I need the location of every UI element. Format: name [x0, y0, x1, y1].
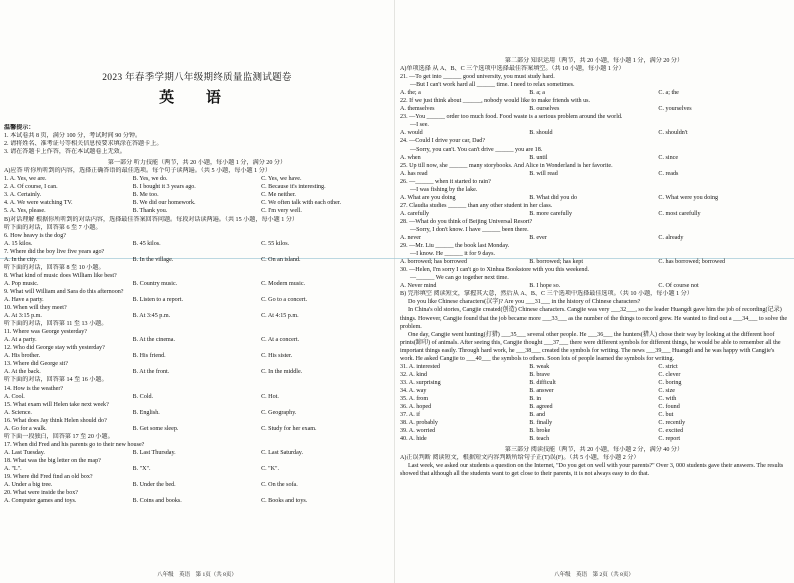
option: C. since [658, 154, 679, 161]
option: 39. A. worried [400, 428, 436, 435]
option-row [4, 199, 390, 207]
question-line: 27. Claudia studies ______ than any other student in her class. [400, 202, 553, 209]
option: B. ourselves [529, 106, 560, 113]
question-line: 22. If we just think about ______, nobody would like to make friends with us. [400, 98, 591, 105]
option: B. Cold. [132, 393, 154, 400]
option: C. already [658, 235, 684, 242]
option: C. recently [658, 420, 686, 427]
question-line: 14. How is the weather? [4, 385, 64, 392]
question-line: 10. When will they meet? [4, 305, 67, 312]
option: C. Last Saturday. [261, 449, 303, 456]
option: C. Of course not [658, 283, 699, 290]
option: B. teach [529, 436, 550, 443]
option: B. until [529, 154, 548, 161]
option: A. Science. [4, 409, 32, 416]
option: C. Go to a concert. [261, 296, 308, 303]
option: C. His sister. [261, 353, 293, 360]
option-row [4, 183, 390, 191]
question-line: —I know. He ______ it for 9 days. [410, 251, 496, 258]
option: C. We often talk with each other. [261, 200, 342, 207]
question-line: —Sorry, I don't know. I have ______ been there. [410, 226, 529, 233]
section-a-heading: A)应答 听你所听到的内容，选择正确答语的最佳选项。每个句子读两遍。（共 5 小题，每小题 1 分） [4, 168, 271, 175]
option: B. I bought it 3 years ago. [132, 184, 196, 191]
option-row [400, 105, 788, 113]
option-row [400, 395, 788, 403]
option-row [400, 427, 788, 435]
question-line: 11. Where was George yesterday? [4, 329, 87, 336]
cloze-heading: B) 完形填空 阅读短文，掌握其大意，然后从 A、B、C 三个选项中选择最佳选项。（共 10 小题，每小题 1 分） [400, 291, 693, 298]
option: 33. A. surprising [400, 379, 441, 386]
option: A. Go for a walk. [4, 425, 47, 432]
option: C. boring [658, 379, 682, 386]
option: A. "L". [4, 465, 22, 472]
reading-paragraph: Last week, we asked our students a question on the Internet, "Do you get on well with your parents?" Over 3, 000 students gave their answers. The results showed that although all the students want to get close to their parents, it is not always easy to do that. [400, 463, 784, 478]
option: B. Under the bed. [132, 482, 176, 489]
question-line: 17. When did Fred and his parents go to their new house? [4, 441, 145, 448]
question-line: —But I can't work hard all ______ time. I need to relax sometimes. [410, 82, 575, 89]
option: B. brave [529, 371, 550, 378]
part3-heading: 第三部分 阅读技能（两节，共 20 小题，每小题 2 分，满分 40 分） [504, 447, 684, 454]
option: A. Under a big tree. [4, 482, 53, 489]
option: A. In the city. [4, 256, 38, 263]
option: A. borrowed; has borrowed [400, 259, 468, 266]
option-row [400, 210, 788, 218]
part1-heading: 第一部分 听力技能（两节，共 20 小题，每小题 1 分，满分 20 分） [107, 160, 287, 167]
section-b-heading: B)对话理解 根据你所听到的对话内容，选择最佳答案回答问题。每段对话读两遍。（共 15 小题，每小题 1 分） [4, 216, 299, 223]
option-row [4, 481, 390, 489]
option: B. I hope so. [529, 283, 561, 290]
true-false-heading: A)正误判断 阅读短文，根据短文内容判断所给句子正(T)误(F)。（共 5 小题，每小题 2 分） [400, 455, 640, 462]
option-row [400, 363, 788, 371]
question-line: 19. Where did Fred find an old box? [4, 474, 93, 481]
option-row [400, 411, 788, 419]
question-line: 13. Where did George sit? [4, 361, 68, 368]
option: 36. A. hoped [400, 404, 432, 411]
option: B. What did you do [529, 194, 577, 201]
option: B. will read [529, 170, 558, 177]
option: A. What are you doing [400, 194, 456, 201]
option: A. Pop music. [4, 280, 39, 287]
option: B. borrowed; has kept [529, 259, 584, 266]
option: 1. A. Yes, we are. [4, 176, 47, 183]
question-line: 24. —Could I drive your car, Dad? [400, 138, 486, 145]
option: B. 45 kilos. [132, 240, 161, 247]
option: B. We did our homework. [132, 200, 196, 207]
option: C. At a concert. [261, 337, 300, 344]
option: 40. A. hide [400, 436, 427, 443]
option: 35. A. from [400, 395, 429, 402]
option: C. Hot. [261, 393, 279, 400]
option: B. and [529, 412, 546, 419]
cloze-options [400, 363, 788, 443]
page-fold [394, 0, 395, 583]
option: 31. A. interested [400, 363, 440, 370]
option: B. in [529, 395, 542, 402]
option: A. the; a [400, 90, 421, 97]
option: A. Computer games and toys. [4, 498, 77, 505]
single-choice-heading: A)单项选择 从 A、B、C 三个选项中选择最佳答案填空。（共 10 小题，每小题 1 分） [400, 66, 625, 73]
option-row [4, 191, 390, 199]
option: C. Geography. [261, 409, 297, 416]
option: 3. A. Certainly. [4, 192, 42, 199]
option: B. broke [529, 428, 551, 435]
option-row [400, 258, 788, 266]
option: C. size [658, 387, 675, 394]
option: B. ever [529, 235, 547, 242]
left-page [4, 0, 390, 583]
option-row [4, 409, 390, 417]
option: 34. A. way [400, 387, 427, 394]
question-line: 听下面的对话，回答第 11 至 13 小题。 [4, 321, 108, 328]
question-line: 听下面一段独白，回答第 17 至 20 小题。 [4, 433, 114, 440]
option: C. Yes, we have. [261, 176, 302, 183]
option: 37. A. if [400, 412, 420, 419]
option: C. a; the [658, 90, 679, 97]
notice-line: 1. 本试卷共 8 页，满分 100 分，考试时间 90 分钟。 [4, 133, 142, 140]
option: B. English. [132, 409, 160, 416]
cloze-paragraph: Do you like Chinese characters(汉字)? Are you ___31___ in the history of Chinese characters? [408, 299, 641, 306]
question-line: 29. —Mr. Liu ______ the book last Monday. [400, 243, 510, 250]
questions-b [4, 232, 390, 506]
option: B. answer [529, 387, 554, 394]
option: A. carefully [400, 210, 430, 217]
option: B. "X". [132, 465, 151, 472]
option: B. Get some sleep. [132, 425, 179, 432]
option: B. weak [529, 363, 550, 370]
option-row [4, 207, 390, 215]
option: A. would [400, 130, 423, 137]
cloze-paragraph: In China's old stories, Cangjie created(创造) Chinese characters. Cangjie was very ___32___, so the leader Huangdi gave him the job of recording(记录) things. However, Cangjie found that the job became more ___33___ as the number of the things to record grew. He wanted to find out a ___34___ to solve the problem. [400, 307, 788, 330]
question-line: 18. What was the big letter on the map? [4, 457, 101, 464]
question-line: 15. What exam will Helen take next week? [4, 401, 109, 408]
option: B. Country music. [132, 280, 178, 287]
option: B. Thank you. [132, 208, 168, 215]
option-row [4, 393, 390, 401]
option: B. Me too. [132, 192, 159, 199]
option: C. "K". [261, 465, 280, 472]
option: C. 55 kilos. [261, 240, 290, 247]
option: A. never [400, 235, 421, 242]
option: B. Coins and books. [132, 498, 182, 505]
option: B. Listen to a report. [132, 296, 183, 303]
question-line: 6. How heavy is the dog? [4, 232, 66, 239]
question-line: —I was fishing by the lake. [410, 186, 478, 193]
option-row [4, 425, 390, 433]
notice-line: 3. 请在答题卡上作答，答在本试题卷上无效。 [4, 149, 126, 156]
option: C. clever [658, 371, 681, 378]
exam-title: 2023 年春季学期八年级期终质量监测试题卷 [102, 73, 292, 83]
option-row [4, 465, 390, 473]
questions-a [4, 175, 390, 215]
option: A. At 3:15 p.m. [4, 313, 42, 320]
option: C. most carefully [658, 210, 701, 217]
option: B. agreed [529, 404, 553, 411]
question-line: 9. What will William and Sara do this afternoon? [4, 288, 124, 295]
question-line: 28. —What do you think of Beijing Universal Resort? [400, 218, 533, 225]
option: 32. A. kind [400, 371, 428, 378]
right-page [400, 0, 788, 583]
option-row [4, 175, 390, 183]
option: A. Never mind [400, 283, 437, 290]
question-line: 16. What does Jay think Helen should do? [4, 417, 107, 424]
question-line: 25. Up till now, she ______ many storybooks. And Alice in Wonderland is her favorite. [400, 162, 613, 169]
option-row [400, 170, 788, 178]
option-row [400, 89, 788, 97]
option: C. reads [658, 170, 679, 177]
option: A. Last Tuesday. [4, 449, 45, 456]
question-line: 30. —Helen, I'm sorry I can't go to Xinhua Bookstore with you this weekend. [400, 267, 590, 274]
question-line: 听下面的对话，回答第 8 至 10 小题。 [4, 264, 105, 271]
option-row [400, 282, 788, 290]
option: C. I'm very well. [261, 208, 302, 215]
option: C. Me neither. [261, 192, 296, 199]
option: C. strict [658, 363, 678, 370]
option-row [4, 449, 390, 457]
question-line: 21. —To get into ______ good university, you must study hard. [400, 74, 555, 81]
option: C. In the middle. [261, 369, 303, 376]
notice-line: 2. 请将姓名、准考证号等相关信息按要求填涂在答题卡上。 [4, 141, 163, 148]
option: C. shouldn't [658, 130, 688, 137]
question-line: 12. Who did George stay with yesterday? [4, 345, 105, 352]
option: A. At a party. [4, 337, 37, 344]
option: B. a; a [529, 90, 545, 97]
option: 38. A. probably [400, 420, 438, 427]
option: C. On the sofa. [261, 482, 298, 489]
option-row [400, 194, 788, 202]
notice-heading: 温馨提示： [4, 125, 35, 131]
option: C. excited [658, 428, 684, 435]
option: A. 15 kilos. [4, 240, 33, 247]
question-line: 7. Where did the boy live five years ago? [4, 248, 105, 255]
subject-title: 英 语 [159, 90, 235, 106]
question-line: 听下面的对话，回答第 14 至 16 小题。 [4, 377, 108, 384]
option: B. more carefully [529, 210, 573, 217]
option: B. His friend. [132, 353, 166, 360]
option: A. has read [400, 170, 428, 177]
option: C. At 4:15 p.m. [261, 313, 299, 320]
question-line: 23. —You ______ order too much food. Food waste is a serious problem around the world. [400, 114, 623, 121]
option: C. Modern music. [261, 280, 306, 287]
option: C. On an island. [261, 256, 301, 263]
section-b-instruction: 听下面的对话，回答第 6 至 7 小题。 [4, 224, 102, 231]
option: A. when [400, 154, 421, 161]
option: A. themselves [400, 106, 435, 113]
option: A. Cool. [4, 393, 25, 400]
option: B. finally [529, 420, 553, 427]
option: C. but [658, 412, 674, 419]
option: 5. A. Yes, please. [4, 208, 46, 215]
option-row [4, 296, 390, 304]
option: A. Have a party. [4, 296, 44, 303]
question-line: —Sorry, you can't. You can't drive ______ you are 18. [410, 146, 543, 153]
option: C. Study for her exam. [261, 425, 317, 432]
option: C. Books and toys. [261, 498, 308, 505]
option-row [400, 387, 788, 395]
option-row [4, 368, 390, 376]
option: B. difficult [529, 379, 556, 386]
option: A. At the back. [4, 369, 41, 376]
option-row [4, 256, 390, 264]
option-row [4, 352, 390, 360]
option-row [400, 371, 788, 379]
option-row [400, 379, 788, 387]
question-line: —______ We can go together next time. [410, 275, 509, 282]
cloze-paragraph: One day, Cangjie went hunting(打猎) ___35___ several other people. He ___36___ the hunters(猎人) chose their way by looking at the different hoof prints(蹄印) of animals. After seeing this, Cangjie thought ___37___ there were different symbols for different things, he would be able to remember all the important things easily. Through hard work, he ___38___ created the symbols for writing. The news ___39___ Huangdi and he was happy with Cangjie's work. He asked Cangjie to ___40___ the symbols to others. Soon lots of people learned the symbols for writing. [400, 331, 781, 362]
single-choice-questions [400, 73, 788, 290]
option-row [4, 336, 390, 344]
option: C. with [658, 395, 677, 402]
option: C. Because it's interesting. [261, 184, 326, 191]
option: B. Last Thursday. [132, 449, 176, 456]
question-line: 26. —______ when it started to rain? [400, 178, 491, 185]
option: 4. A. We were watching TV. [4, 200, 73, 207]
option-row [400, 435, 788, 443]
option: C. What were you doing [658, 194, 719, 201]
option-row [4, 280, 390, 288]
option: C. yourselves [658, 106, 692, 113]
option-row [400, 403, 788, 411]
page-footer: 八年级 英语 第 2页（共 8页） [554, 571, 634, 578]
option: B. At 3:45 p.m. [132, 313, 171, 320]
option-row [4, 312, 390, 320]
option-row [400, 234, 788, 242]
part2-heading: 第二部分 知识运用（两节，共 20 小题，每小题 1 分，满分 20 分） [504, 58, 684, 64]
option: B. In the village. [132, 256, 174, 263]
option-row [4, 497, 390, 505]
question-line: —I see. [410, 122, 429, 129]
page-footer: 八年级 英语 第 1页（共 8页） [157, 571, 237, 578]
option: B. Yes, we do. [132, 176, 168, 183]
option-row [400, 419, 788, 427]
option-row [400, 129, 788, 137]
question-line: 20. What were inside the box? [4, 490, 79, 497]
option: B. At the front. [132, 369, 170, 376]
option: C. found [658, 404, 680, 411]
option-row [400, 154, 788, 162]
option: A. His brother. [4, 353, 41, 360]
option: B. should [529, 130, 553, 137]
option: C. has borrowed; borrowed [658, 259, 726, 266]
option: B. At the cinema. [132, 337, 176, 344]
question-line: 8. What kind of music does William like best? [4, 272, 117, 279]
option: C. report [658, 436, 681, 443]
option: 2. A. Of course, I can. [4, 184, 58, 191]
option-row [4, 240, 390, 248]
